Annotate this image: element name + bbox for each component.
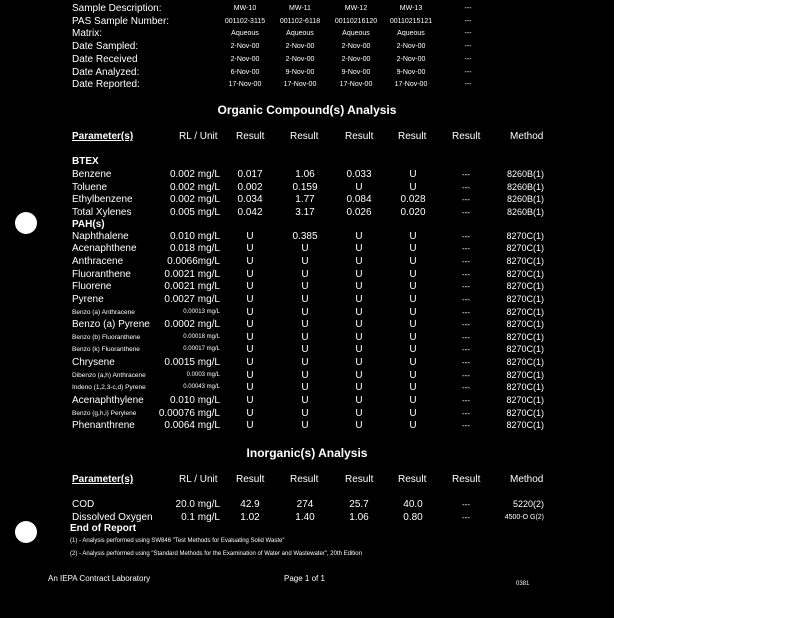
- result-value: U: [355, 357, 363, 369]
- result-value: U: [355, 407, 363, 419]
- header-value: Aqueous: [231, 30, 259, 38]
- method-value: 8270C(1): [506, 230, 544, 241]
- result-value: ---: [462, 256, 470, 266]
- result-value: 1.06: [295, 169, 315, 180]
- header-value: Aqueous: [286, 30, 314, 38]
- result-value: U: [355, 268, 363, 280]
- rl-unit: 0.010 mg/L: [169, 395, 220, 407]
- result-value: U: [355, 395, 363, 407]
- result-value: 0.034: [237, 194, 263, 206]
- col-method: Method: [510, 131, 544, 142]
- method-value: 8270C(1): [506, 331, 544, 342]
- result-value: U: [301, 344, 309, 356]
- parameter-name: Benzo (a) Anthracene: [72, 308, 135, 316]
- method-value: 8260B(1): [506, 169, 544, 179]
- result-value: U: [246, 369, 254, 381]
- result-value: U: [301, 382, 309, 394]
- rl-unit: 0.010 mg/L: [169, 230, 220, 242]
- result-value: U: [409, 281, 417, 293]
- result-value: U: [301, 420, 309, 432]
- method-value: 8270C(1): [506, 382, 544, 393]
- result-value: 0.80: [403, 512, 423, 523]
- header-value: 17-Nov-00: [283, 81, 317, 89]
- result-value: ---: [462, 421, 470, 431]
- result-value: 0.020: [400, 206, 426, 218]
- result-value: ---: [462, 513, 470, 522]
- rl-unit: 0.002 mg/L: [169, 169, 220, 180]
- header-value: 2-Nov-00: [230, 55, 260, 63]
- parameter-name: Total Xylenes: [72, 206, 132, 218]
- parameter-name: Dissolved Oxygen: [72, 512, 153, 523]
- parameter-name: COD: [72, 499, 95, 510]
- method-value: 4500-O G(2): [504, 514, 544, 521]
- result-value: U: [301, 268, 309, 280]
- header-value: 17-Nov-00: [228, 81, 262, 89]
- result-value: 0.033: [346, 169, 372, 180]
- header-value: 2-Nov-00: [285, 55, 315, 63]
- result-value: U: [246, 331, 254, 343]
- method-value: 8270C(1): [506, 395, 544, 406]
- parameter-name: Acenaphthylene: [72, 395, 144, 407]
- result-value: U: [409, 395, 417, 407]
- parameter-name: Fluoranthene: [72, 268, 131, 280]
- header-label: PAS Sample Number:: [72, 15, 170, 27]
- method-value: 8270C(1): [506, 281, 544, 292]
- method-value: 8270C(1): [506, 357, 544, 368]
- header-value: 2-Nov-00: [396, 55, 426, 63]
- group-label: BTEX: [72, 156, 99, 167]
- header-value: 001102-3115: [224, 17, 266, 25]
- header-value: ---: [464, 55, 472, 63]
- header-value: 6-Nov-00: [230, 68, 260, 76]
- parameter-name: Benzo (g,h,i) Perylene: [72, 409, 137, 417]
- header-value: 2-Nov-00: [341, 43, 371, 51]
- parameter-name: Dibenzo (a,h) Anthracene: [72, 371, 146, 379]
- result-value: U: [246, 407, 254, 419]
- result-value: ---: [462, 320, 470, 330]
- header-value: ---: [464, 68, 472, 76]
- result-value: 40.0: [403, 499, 423, 510]
- result-value: U: [355, 306, 363, 318]
- header-value: 001102-6118: [279, 17, 321, 25]
- rl-unit: 0.1 mg/L: [181, 512, 220, 523]
- header-value: ---: [464, 17, 472, 25]
- result-value: U: [246, 255, 254, 267]
- method-value: 8270C(1): [506, 293, 544, 304]
- method-value: 8270C(1): [506, 243, 544, 254]
- result-value: ---: [462, 396, 470, 406]
- header-label: Date Reported:: [72, 79, 140, 91]
- header-value: 2-Nov-00: [396, 43, 426, 51]
- header-value: MW-11: [289, 5, 311, 12]
- result-value: U: [355, 181, 363, 193]
- result-value: U: [246, 357, 254, 369]
- result-value: U: [409, 369, 417, 381]
- result-value: 1.40: [295, 512, 315, 523]
- result-value: U: [246, 293, 254, 305]
- lab-label: An IEPA Contract Laboratory: [48, 574, 151, 583]
- result-value: U: [409, 357, 417, 369]
- result-value: 0.159: [292, 181, 318, 193]
- result-value: 25.7: [349, 499, 369, 510]
- header-value: 00110215121: [389, 17, 433, 25]
- result-value: U: [355, 255, 363, 267]
- result-value: U: [355, 230, 363, 242]
- result-value: U: [409, 319, 417, 331]
- method-value: 5220(2): [512, 499, 544, 509]
- rl-unit: 0.0064 mg/L: [164, 420, 220, 432]
- header-value: MW-13: [399, 5, 423, 12]
- result-value: U: [409, 382, 417, 394]
- result-value: U: [355, 243, 363, 255]
- header-value: MW-12: [344, 5, 368, 12]
- rl-unit: 0.0002 mg/L: [164, 319, 220, 331]
- footnote-1: (1) - Analysis performed using SW846 "Test Methods for Evaluating Solid Waste": [70, 538, 285, 544]
- rl-unit: 0.0021 mg/L: [164, 281, 220, 293]
- result-value: U: [246, 306, 254, 318]
- col-result: Result: [236, 131, 265, 142]
- header-value: 9-Nov-00: [341, 68, 371, 76]
- result-value: ---: [462, 195, 470, 205]
- result-value: U: [301, 395, 309, 407]
- result-value: U: [246, 395, 254, 407]
- parameter-name: Naphthalene: [72, 230, 129, 242]
- header-value: ---: [464, 30, 472, 38]
- organic-title: Organic Compound(s) Analysis: [217, 103, 397, 117]
- rl-unit: 0.00013 mg/L: [183, 308, 220, 315]
- col-result: Result: [452, 474, 481, 485]
- result-value: ---: [462, 383, 470, 393]
- result-value: ---: [462, 182, 470, 192]
- rl-unit: 0.005 mg/L: [169, 206, 220, 218]
- rl-unit: 0.0003 mg/L: [186, 371, 220, 378]
- rl-unit: 0.0021 mg/L: [164, 268, 220, 280]
- header-value: ---: [464, 81, 472, 89]
- result-value: U: [301, 369, 309, 381]
- result-value: U: [409, 407, 417, 419]
- header-value: 9-Nov-00: [396, 68, 426, 76]
- header-value: 2-Nov-00: [230, 43, 260, 51]
- punch-hole: [15, 212, 37, 234]
- method-value: 8270C(1): [506, 420, 544, 431]
- col-method: Method: [510, 474, 544, 485]
- result-value: ---: [462, 345, 470, 355]
- method-value: 8270C(1): [506, 344, 544, 355]
- result-value: ---: [462, 170, 470, 179]
- result-value: U: [409, 169, 417, 180]
- result-value: U: [355, 331, 363, 343]
- result-value: ---: [462, 282, 470, 292]
- result-value: U: [409, 420, 417, 432]
- col-rl-unit: RL / Unit: [179, 131, 218, 142]
- result-value: 274: [296, 499, 314, 510]
- result-value: ---: [462, 207, 470, 217]
- parameter-name: Pyrene: [72, 293, 104, 305]
- rl-unit: 0.018 mg/L: [169, 243, 220, 255]
- result-value: 1.77: [295, 194, 315, 206]
- result-value: U: [409, 331, 417, 343]
- result-value: 0.042: [237, 206, 263, 218]
- result-value: U: [301, 357, 309, 369]
- result-value: U: [301, 293, 309, 305]
- header-value: 00110216120: [334, 17, 378, 25]
- header-value: 17-Nov-00: [394, 81, 428, 89]
- method-value: 8270C(1): [506, 319, 544, 330]
- rl-unit: 20.0 mg/L: [175, 499, 220, 510]
- footnote-2: (2) - Analysis performed using "Standard Methods for the Examination of Water and Wastewater", 20th Edition: [70, 551, 362, 557]
- result-value: ---: [462, 358, 470, 368]
- method-value: 8260B(1): [506, 181, 544, 192]
- result-value: ---: [462, 294, 470, 304]
- result-value: U: [301, 243, 309, 255]
- result-value: U: [301, 331, 309, 343]
- result-value: U: [409, 306, 417, 318]
- result-value: U: [246, 268, 254, 280]
- page-number: Page 1 of 1: [284, 574, 325, 583]
- parameter-name: Indeno (1,2,3-c,d) Pyrene: [72, 384, 146, 392]
- result-value: U: [246, 230, 254, 242]
- result-value: U: [355, 319, 363, 331]
- header-label: Date Sampled:: [72, 41, 139, 53]
- result-value: 0.385: [292, 230, 318, 242]
- method-value: 8270C(1): [506, 306, 544, 317]
- result-value: U: [246, 281, 254, 293]
- rl-unit: 0.00017 mg/L: [183, 346, 220, 353]
- result-value: 1.02: [240, 512, 260, 523]
- result-value: 0.084: [346, 194, 372, 206]
- result-value: U: [355, 369, 363, 381]
- punch-hole: [15, 521, 37, 543]
- result-value: 3.17: [295, 206, 315, 218]
- header-value: Aqueous: [342, 30, 370, 38]
- method-value: 8270C(1): [506, 407, 544, 418]
- result-value: U: [409, 181, 417, 193]
- parameter-name: Ethylbenzene: [72, 194, 133, 206]
- result-value: U: [301, 255, 309, 267]
- inorganic-title: Inorganic(s) Analysis: [246, 446, 368, 460]
- rl-unit: 0.00018 mg/L: [183, 333, 220, 340]
- parameter-name: Benzo (a) Pyrene: [72, 319, 150, 331]
- header-value: 2-Nov-00: [341, 55, 371, 63]
- result-value: U: [301, 281, 309, 293]
- col-result: Result: [345, 474, 374, 485]
- rl-unit: 0.0015 mg/L: [164, 357, 220, 369]
- header-value: 17-Nov-00: [339, 81, 373, 89]
- header-value: 9-Nov-00: [285, 68, 315, 76]
- rl-unit: 0.002 mg/L: [169, 194, 220, 206]
- result-value: U: [246, 420, 254, 432]
- parameter-name: Chrysene: [72, 357, 115, 369]
- method-value: 8270C(1): [506, 369, 544, 380]
- result-value: U: [409, 255, 417, 267]
- col-result: Result: [345, 131, 374, 142]
- header-label: Date Received: [72, 53, 138, 65]
- method-value: 8260B(1): [506, 194, 544, 205]
- col-result: Result: [398, 131, 427, 142]
- col-result: Result: [398, 474, 427, 485]
- parameter-name: Toluene: [72, 181, 108, 193]
- result-value: U: [355, 344, 363, 356]
- result-value: U: [246, 319, 254, 331]
- header-label: Date Analyzed:: [72, 66, 140, 78]
- result-value: U: [409, 230, 417, 242]
- rl-unit: 0.00043 mg/L: [183, 384, 220, 391]
- rl-unit: 0.002 mg/L: [169, 181, 220, 193]
- rl-unit: 0.0027 mg/L: [164, 293, 220, 305]
- rl-unit: 0.0066mg/L: [167, 255, 220, 267]
- header-value: MW-10: [233, 5, 257, 12]
- result-value: ---: [462, 244, 470, 254]
- group-label: PAH(s): [72, 218, 105, 230]
- result-value: U: [301, 306, 309, 318]
- result-value: U: [409, 293, 417, 305]
- result-value: 0.026: [346, 206, 372, 218]
- header-label: Sample Description:: [72, 3, 162, 14]
- header-value: ---: [464, 43, 472, 51]
- result-value: 0.028: [400, 194, 426, 206]
- parameter-name: Benzo (k) Fluoranthene: [72, 346, 140, 354]
- result-value: U: [355, 281, 363, 293]
- parameter-name: Fluorene: [72, 281, 112, 293]
- result-value: U: [355, 420, 363, 432]
- result-value: ---: [462, 231, 470, 241]
- rl-unit: 0.00076 mg/L: [158, 407, 220, 419]
- parameter-name: Phenanthrene: [72, 420, 135, 432]
- col-result: Result: [290, 474, 319, 485]
- parameter-name: Benzo (b) Fluoranthene: [72, 333, 141, 341]
- col-result: Result: [452, 131, 481, 142]
- method-value: 8270C(1): [506, 255, 544, 266]
- result-value: U: [301, 407, 309, 419]
- result-value: 1.06: [349, 512, 369, 523]
- header-value: Aqueous: [397, 30, 425, 38]
- col-rl-unit: RL / Unit: [179, 474, 218, 485]
- parameter-name: Benzene: [72, 169, 112, 180]
- result-value: 0.002: [237, 181, 263, 193]
- result-value: ---: [462, 269, 470, 279]
- col-result: Result: [236, 474, 265, 485]
- result-value: U: [355, 293, 363, 305]
- result-value: U: [246, 243, 254, 255]
- result-value: U: [246, 382, 254, 394]
- result-value: ---: [462, 307, 470, 317]
- result-value: ---: [462, 408, 470, 418]
- method-value: 8270C(1): [506, 268, 544, 279]
- header-value: ---: [464, 5, 472, 12]
- method-value: 8260B(1): [506, 206, 544, 217]
- result-value: ---: [462, 370, 470, 380]
- header-label: Matrix:: [72, 28, 102, 40]
- end-of-report: End of Report: [70, 523, 137, 534]
- col-parameters: Parameter(s): [72, 474, 134, 485]
- header-value: 2-Nov-00: [285, 43, 315, 51]
- col-parameters: Parameter(s): [72, 131, 134, 142]
- result-value: ---: [462, 500, 470, 509]
- result-value: U: [409, 344, 417, 356]
- result-value: ---: [462, 332, 470, 342]
- result-value: U: [246, 344, 254, 356]
- result-value: 0.017: [237, 169, 263, 180]
- result-value: U: [355, 382, 363, 394]
- doc-code: 0381: [516, 581, 530, 587]
- col-result: Result: [290, 131, 319, 142]
- parameter-name: Anthracene: [72, 255, 124, 267]
- parameter-name: Acenaphthene: [72, 243, 137, 255]
- result-value: U: [409, 268, 417, 280]
- result-value: U: [301, 319, 309, 331]
- result-value: U: [409, 243, 417, 255]
- result-value: 42.9: [240, 499, 260, 510]
